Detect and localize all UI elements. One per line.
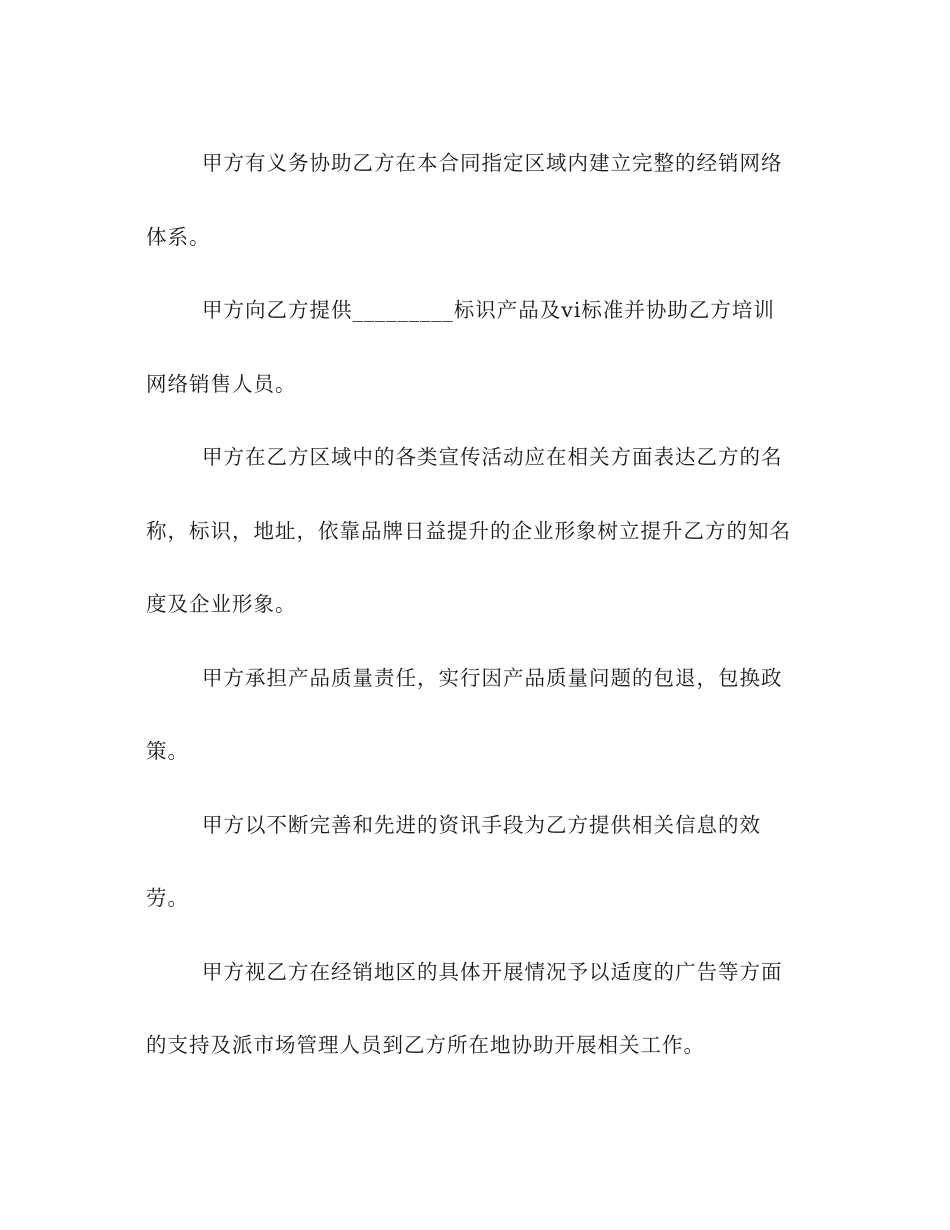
paragraph-line: 甲方有义务协助乙方在本合同指定区域内建立完整的经销网络 xyxy=(202,151,783,175)
paragraph-line: 网络销售人员。 xyxy=(146,371,297,396)
paragraph-line: 劳。 xyxy=(146,886,189,910)
paragraph-6 xyxy=(146,936,800,1083)
paragraph-line: 的支持及派市场管理人员到乙方所在地协助开展相关工作。 xyxy=(146,1033,705,1057)
paragraph-line: 称，标识，地址，依靠品牌日益提升的企业形象树立提升乙方的知名 xyxy=(146,518,791,543)
paragraph-line: 甲方视乙方在经销地区的具体开展情况予以适度的广告等方面 xyxy=(202,959,783,984)
paragraph-4 xyxy=(146,642,800,789)
paragraph-3 xyxy=(146,421,800,642)
paragraph-5 xyxy=(146,789,800,936)
paragraph-line: 甲方承担产品质量责任，实行因产品质量问题的包退，包换政 xyxy=(202,665,783,690)
paragraph-line: 甲方以不断完善和先进的资讯手段为乙方提供相关信息的效 xyxy=(202,812,761,837)
paragraph-2 xyxy=(146,274,800,421)
paragraph-line: 度及企业形象。 xyxy=(146,592,297,616)
paragraph-1 xyxy=(146,127,800,274)
paragraph-line: 体系。 xyxy=(146,224,211,249)
paragraph-line: 甲方向乙方提供_________标识产品及vi标准并协助乙方培训 xyxy=(202,298,775,322)
paragraph-line: 甲方在乙方区域中的各类宣传活动应在相关方面表达乙方的名 xyxy=(202,445,783,469)
paragraph-line: 策。 xyxy=(146,739,189,763)
